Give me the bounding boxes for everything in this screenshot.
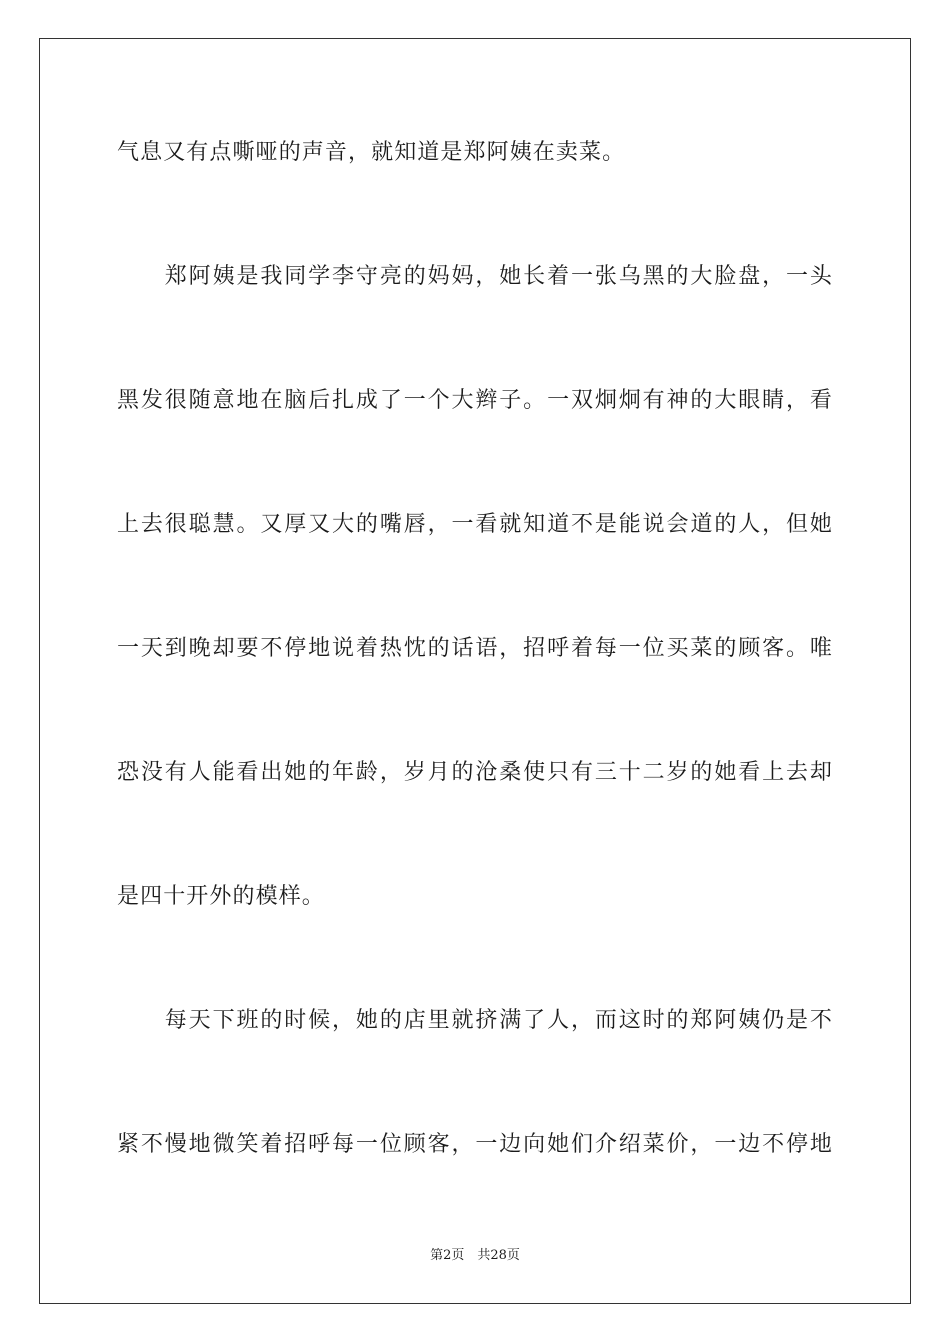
body-text-line: 黑发很随意地在脑后扎成了一个大辫子。一双炯炯有神的大眼睛，看 <box>117 388 833 413</box>
body-text-line: 气息又有点嘶哑的声音，就知道是郑阿姨在卖菜。 <box>117 140 626 165</box>
body-text-line: 紧不慢地微笑着招呼每一位顾客，一边向她们介绍菜价，一边不停地 <box>117 1132 833 1157</box>
body-text-line: 一天到晚却要不停地说着热忱的话语，招呼着每一位买菜的顾客。唯 <box>117 636 833 661</box>
body-text-line: 每天下班的时候，她的店里就挤满了人，而这时的郑阿姨仍是不 <box>117 1008 833 1033</box>
body-text-line: 郑阿姨是我同学李守亮的妈妈，她长着一张乌黑的大脸盘，一头 <box>117 264 833 289</box>
body-text-line: 上去很聪慧。又厚又大的嘴唇，一看就知道不是能说会道的人，但她 <box>117 512 833 537</box>
body-text-line: 是四十开外的模样。 <box>117 884 325 909</box>
body-text-line: 恐没有人能看出她的年龄，岁月的沧桑使只有三十二岁的她看上去却 <box>117 760 833 785</box>
page-number-footer: 第2页 共28页 <box>430 1248 520 1263</box>
page-border <box>39 38 911 1304</box>
